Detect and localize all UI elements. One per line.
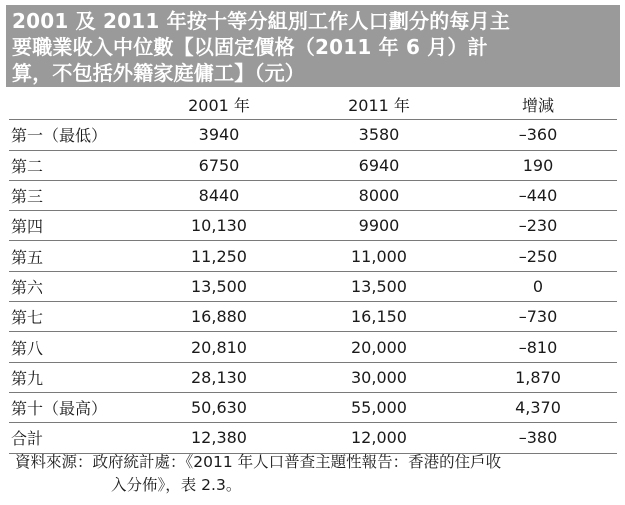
- table-body: [9, 120, 617, 453]
- table-row: [9, 120, 617, 150]
- value-2001-cell: 12,380: [139, 423, 299, 453]
- value-2011-cell: 55,000: [299, 392, 459, 422]
- table-title: [6, 5, 620, 87]
- value-2001-cell: 10,130: [139, 211, 299, 241]
- decile-cell: 第二: [9, 150, 139, 180]
- value-2001-cell: 28,130: [139, 362, 299, 392]
- decile-cell: 第五: [9, 241, 139, 271]
- change-cell: 0: [459, 271, 617, 301]
- value-2011-cell: 12,000: [299, 423, 459, 453]
- source-line-1: 資料來源：政府統計處：《2011 年人口普查主題性報告：香港的住戶收: [15, 453, 502, 471]
- title-line-2: 要職業收入中位數【以固定價格（2011 年 6 月）計: [12, 35, 488, 59]
- header-cell-decile: [9, 90, 139, 120]
- decile-cell: 第一（最低）: [9, 120, 139, 150]
- value-2001-cell: 8440: [139, 180, 299, 210]
- table-row: [9, 180, 617, 210]
- source-line-2: 入分佈》，表 2.3。: [111, 476, 242, 494]
- change-cell: –810: [459, 332, 617, 362]
- value-2011-cell: 30,000: [299, 362, 459, 392]
- value-2001-cell: 20,810: [139, 332, 299, 362]
- value-2011-cell: 8000: [299, 180, 459, 210]
- decile-cell: 第九: [9, 362, 139, 392]
- change-cell: –440: [459, 180, 617, 210]
- value-2011-cell: 20,000: [299, 332, 459, 362]
- change-cell: –730: [459, 302, 617, 332]
- table-row: [9, 241, 617, 271]
- value-2001-cell: 16,880: [139, 302, 299, 332]
- value-2011-cell: 13,500: [299, 271, 459, 301]
- change-cell: –380: [459, 423, 617, 453]
- income-table: [9, 90, 617, 454]
- value-2011-cell: 16,150: [299, 302, 459, 332]
- table-row: [9, 362, 617, 392]
- decile-cell: 第六: [9, 271, 139, 301]
- decile-cell: 第三: [9, 180, 139, 210]
- header-cell-2011: 2011 年: [299, 90, 459, 120]
- table-row: [9, 332, 617, 362]
- change-cell: –250: [459, 241, 617, 271]
- decile-cell: 合計: [9, 423, 139, 453]
- decile-cell: 第七: [9, 302, 139, 332]
- table-row: [9, 302, 617, 332]
- table-row: [9, 423, 617, 453]
- value-2001-cell: 13,500: [139, 271, 299, 301]
- header-cell-2001: 2001 年: [139, 90, 299, 120]
- change-cell: –230: [459, 211, 617, 241]
- value-2011-cell: 6940: [299, 150, 459, 180]
- value-2011-cell: 11,000: [299, 241, 459, 271]
- decile-cell: 第十（最高）: [9, 392, 139, 422]
- value-2011-cell: 9900: [299, 211, 459, 241]
- title-line-1: 2001 及 2011 年按十等分組別工作人口劃分的每月主: [12, 9, 511, 33]
- table-row: [9, 211, 617, 241]
- change-cell: 190: [459, 150, 617, 180]
- change-cell: –360: [459, 120, 617, 150]
- header-row: [9, 90, 617, 120]
- decile-cell: 第四: [9, 211, 139, 241]
- table-row: [9, 392, 617, 422]
- value-2001-cell: 6750: [139, 150, 299, 180]
- value-2001-cell: 50,630: [139, 392, 299, 422]
- source-note: [15, 451, 619, 497]
- value-2001-cell: 11,250: [139, 241, 299, 271]
- header-cell-change: 增減: [459, 90, 617, 120]
- value-2001-cell: 3940: [139, 120, 299, 150]
- table-row: [9, 271, 617, 301]
- change-cell: 4,370: [459, 392, 617, 422]
- decile-cell: 第八: [9, 332, 139, 362]
- table-row: [9, 150, 617, 180]
- change-cell: 1,870: [459, 362, 617, 392]
- title-line-3: 算，不包括外籍家庭傭工】（元）: [12, 61, 305, 85]
- value-2011-cell: 3580: [299, 120, 459, 150]
